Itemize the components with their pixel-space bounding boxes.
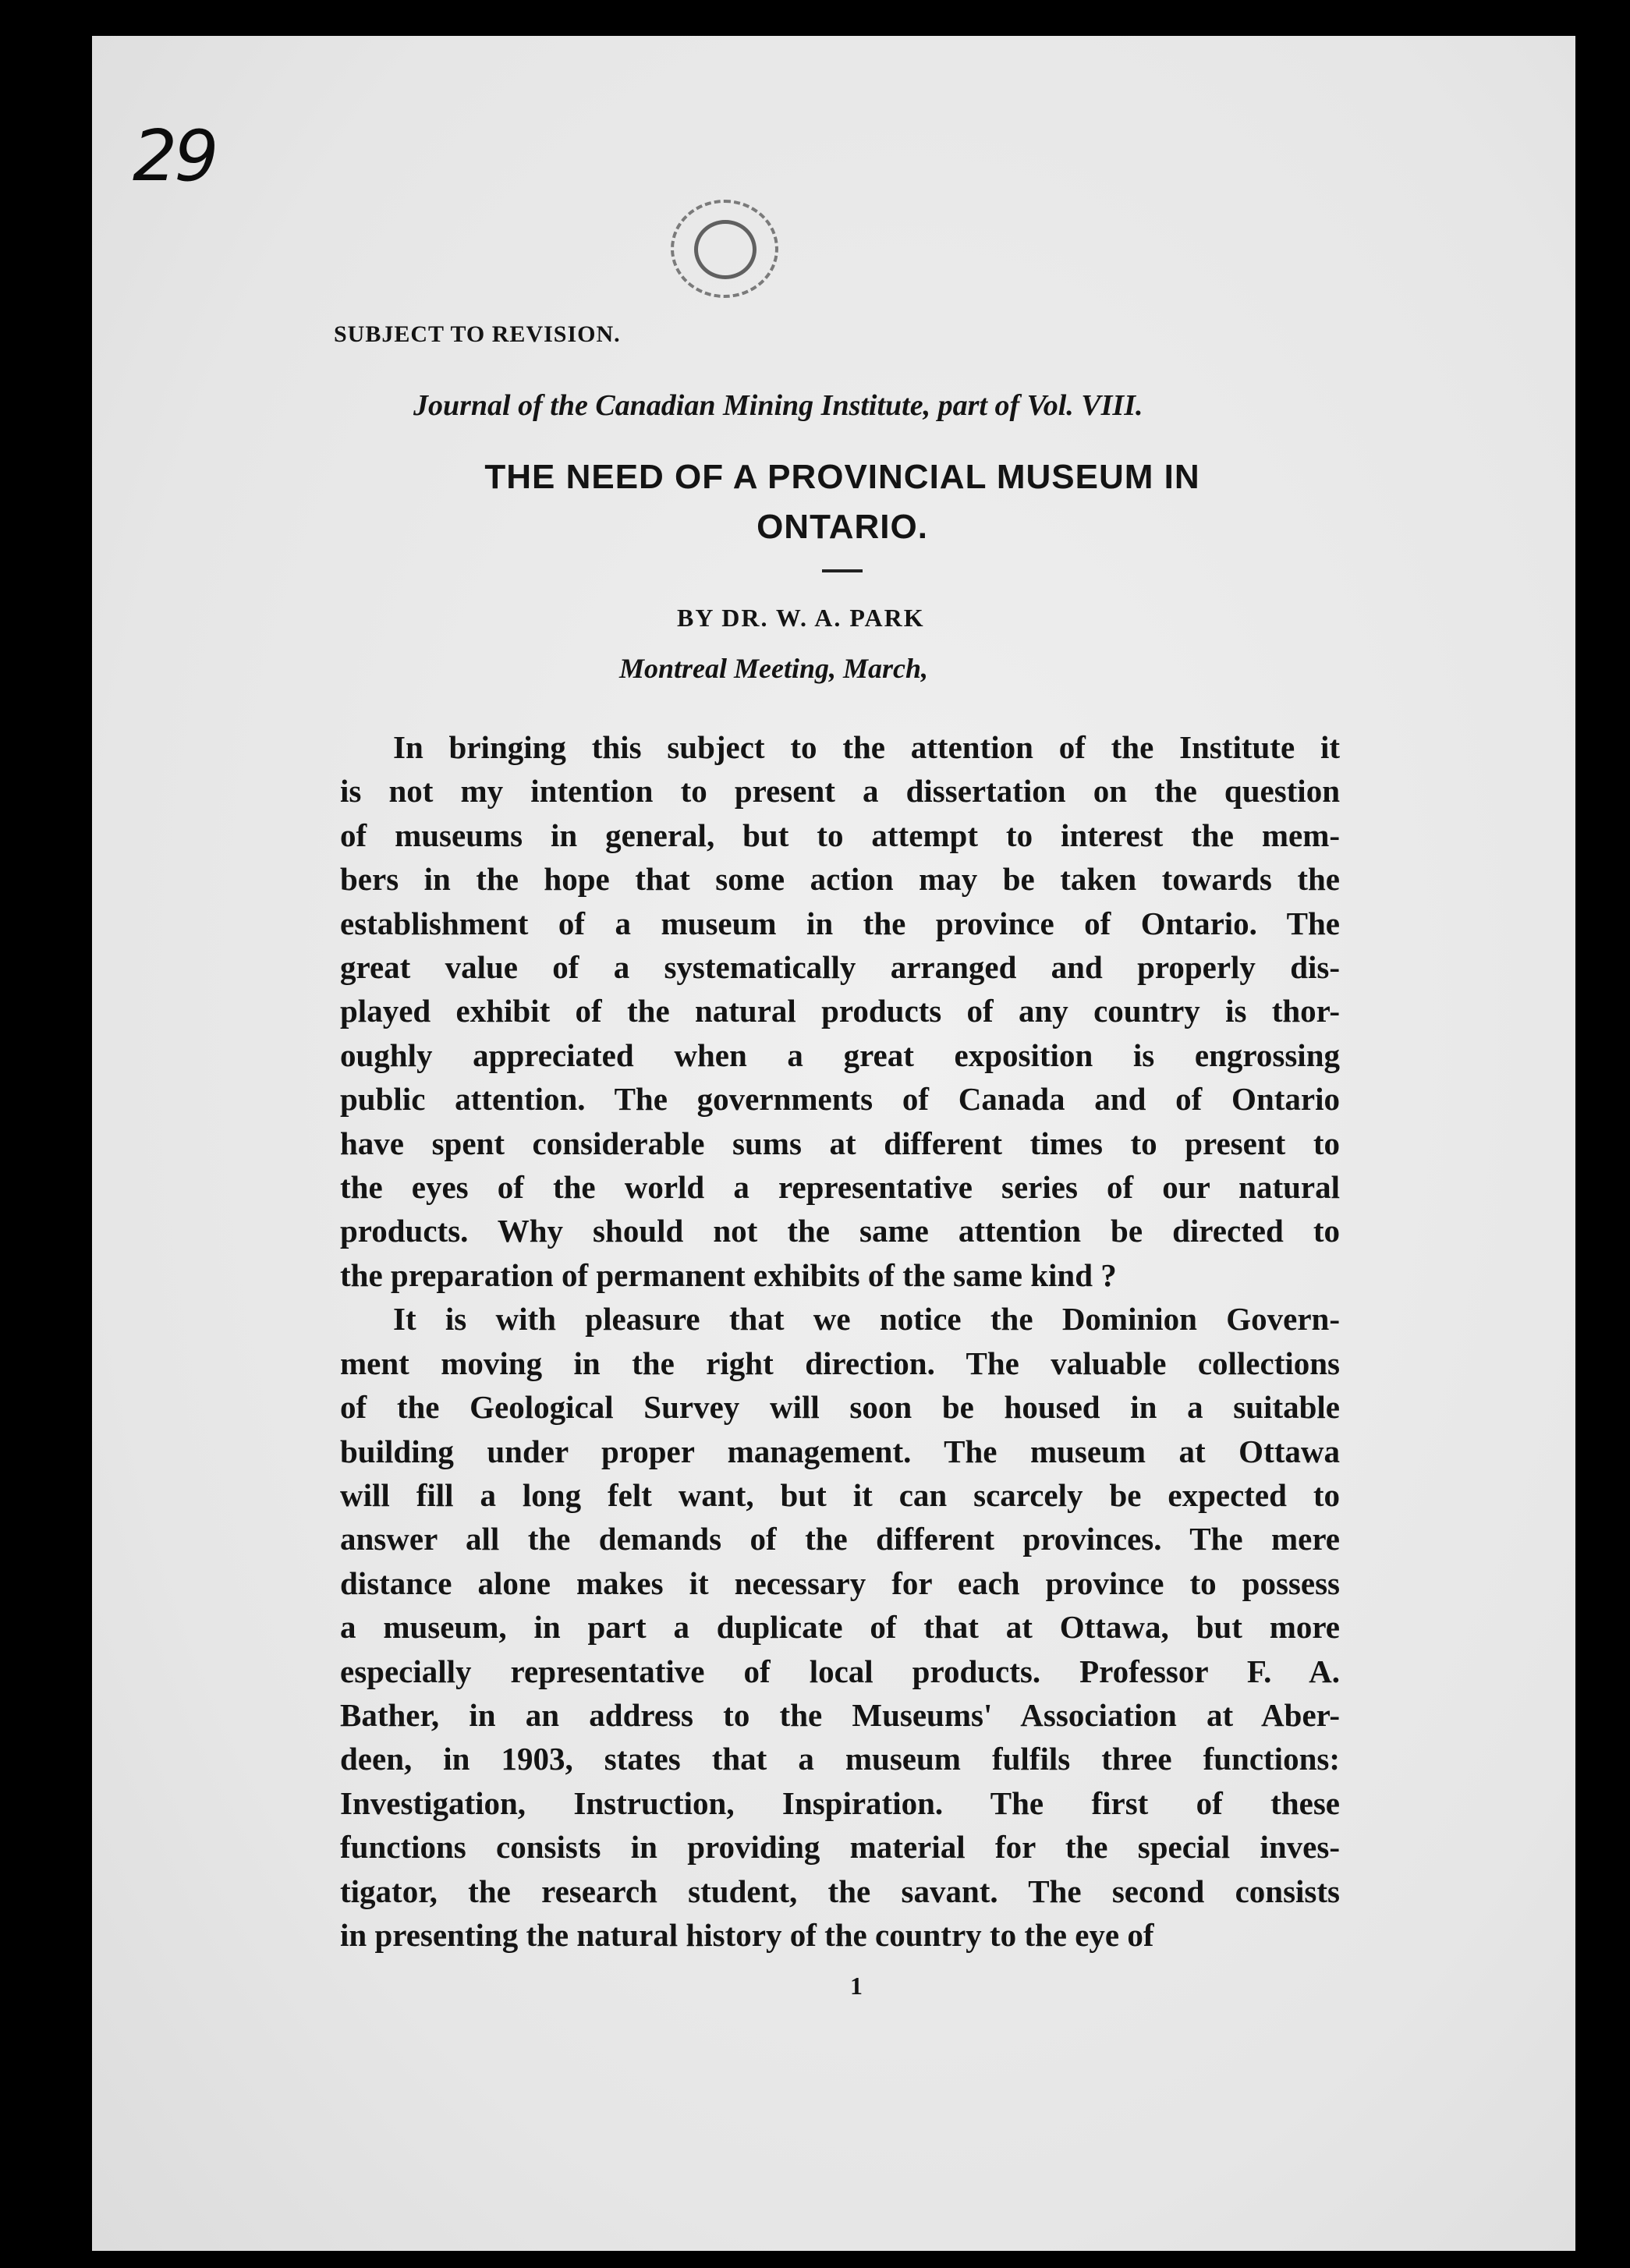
text-line: tigator, the research student, the savant. The second consists — [340, 1873, 1340, 1909]
title-divider — [822, 569, 863, 572]
meeting-info: Montreal Meeting, March, — [619, 653, 929, 684]
text-line: especially representative of local products. Professor F. A. — [340, 1653, 1340, 1689]
page-number: 1 — [850, 1972, 863, 2000]
text-line: ment moving in the right direction. The valuable collections — [340, 1345, 1340, 1381]
title-line-2: ONTARIO. — [757, 508, 928, 546]
library-stamp — [671, 200, 778, 298]
text-line: It is with pleasure that we notice the Dominion Govern- — [393, 1301, 1340, 1338]
author-byline: BY DR. W. A. PARK — [677, 604, 925, 632]
text-line: Bather, in an address to the Museums' Association at Aber- — [340, 1696, 1340, 1733]
text-line: of museums in general, but to attempt to interest the mem- — [340, 817, 1340, 853]
text-line: In bringing this subject to the attention of the Institute it — [393, 729, 1340, 765]
text-line: establishment of a museum in the province of Ontario. The — [340, 905, 1340, 941]
text-line: Investigation, Instruction, Inspiration. The first of these — [340, 1784, 1340, 1821]
text-line: products. Why should not the same attention be directed to — [340, 1213, 1340, 1249]
text-line: deen, in 1903, states that a museum fulfils three functions: — [340, 1741, 1340, 1777]
text-line: great value of a systematically arranged and properly dis- — [340, 949, 1340, 986]
text-line: public attention. The governments of Canada and of Ontario — [340, 1081, 1340, 1118]
text-line: the eyes of the world a representative series of our natural — [340, 1169, 1340, 1206]
text-line: have spent considerable sums at different times to present to — [340, 1125, 1340, 1161]
text-line: answer all the demands of the different provinces. The mere — [340, 1521, 1340, 1557]
text-line: building under proper management. The museum at Ottawa — [340, 1433, 1340, 1469]
text-line: a museum, in part a duplicate of that at Ottawa, but more — [340, 1609, 1340, 1646]
handwritten-page-number: 29 — [133, 115, 216, 197]
text-line: played exhibit of the natural products of any country is thor- — [340, 993, 1340, 1029]
text-line: will fill a long felt want, but it can scarcely be expected to — [340, 1476, 1340, 1513]
text-line: oughly appreciated when a great exposition is engrossing — [340, 1037, 1340, 1073]
text-line: functions consists in providing material for the special inves- — [340, 1829, 1340, 1866]
text-line: distance alone makes it necessary for each province to possess — [340, 1565, 1340, 1601]
text-line: of the Geological Survey will soon be housed in a suitable — [340, 1389, 1340, 1426]
journal-citation: Journal of the Canadian Mining Institute, part of Vol. VIII. — [413, 389, 1143, 422]
text-line: is not my intention to present a dissertation on the question — [340, 773, 1340, 810]
text-line: the preparation of permanent exhibits of the same kind ? — [340, 1256, 1117, 1293]
text-line: in presenting the natural history of the country to the eye of — [340, 1916, 1154, 1953]
revision-notice: SUBJECT TO REVISION. — [334, 321, 621, 347]
text-line: bers in the hope that some action may be taken towards the — [340, 861, 1340, 898]
title-line-1: THE NEED OF A PROVINCIAL MUSEUM IN — [484, 458, 1200, 496]
article-body — [340, 725, 1340, 1957]
article-title — [335, 452, 1349, 552]
